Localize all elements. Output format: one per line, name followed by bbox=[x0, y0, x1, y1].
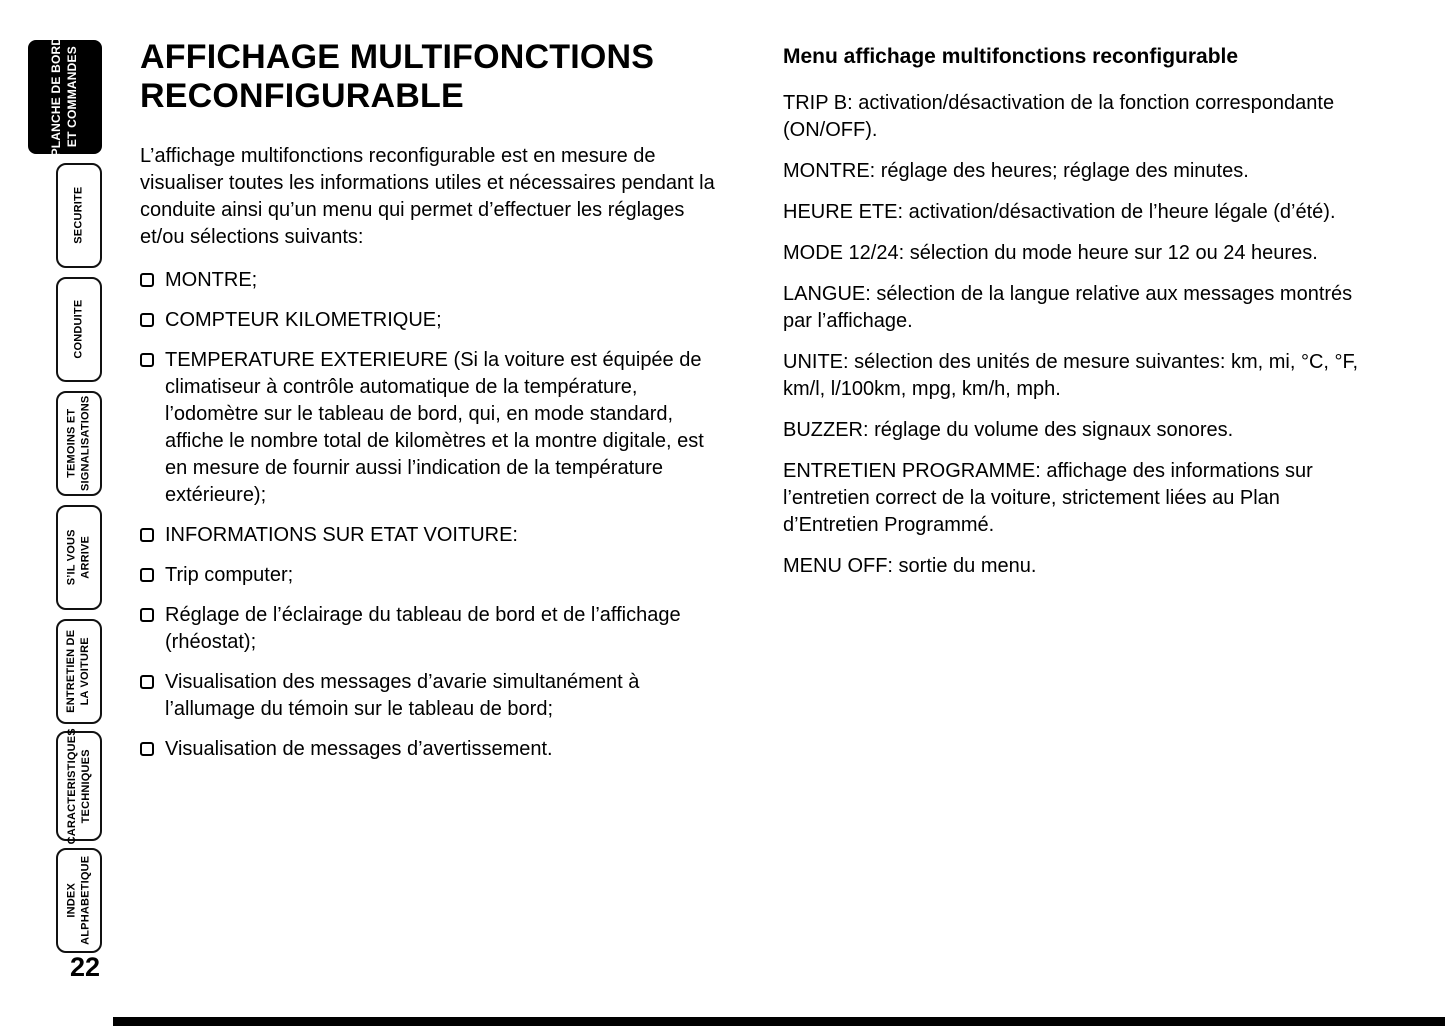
menu-item-buzzer: BUZZER: réglage du volume des signaux sonores. bbox=[783, 419, 1234, 442]
tab-label-line: ET COMMANDES bbox=[65, 46, 80, 148]
square-bullet-icon bbox=[140, 608, 154, 622]
menu-item-mode-12-24: MODE 12/24: sélection du mode heure sur 12 ou 24 heures. bbox=[783, 242, 1318, 265]
page-number: 22 bbox=[70, 952, 101, 982]
tab-label-line: INDEX bbox=[65, 883, 78, 918]
sidebar-tab-index-alphabetique[interactable] bbox=[56, 848, 102, 953]
tab-label-line: ARRIVE bbox=[80, 536, 92, 579]
sidebar-tab-sil-vous-arrive[interactable] bbox=[56, 505, 102, 610]
sidebar-tab-caracteristiques-techniques[interactable] bbox=[56, 727, 102, 845]
sidebar-tab-conduite[interactable] bbox=[56, 277, 102, 382]
menu-heading: Menu affichage multifonctions reconfigurable bbox=[783, 45, 1239, 68]
right-column bbox=[783, 44, 1367, 594]
tab-label-line: CONDUITE bbox=[72, 299, 85, 360]
list-item-text: INFORMATIONS SUR ETAT VOITURE: bbox=[165, 523, 518, 546]
tab-label-line: ALPHABETIQUE bbox=[80, 855, 92, 946]
footer-bar bbox=[113, 1017, 1445, 1026]
sidebar-tab-securite[interactable] bbox=[56, 163, 102, 268]
list-item-text: Visualisation de messages d’avertissement. bbox=[165, 737, 553, 760]
sidebar-tab-label bbox=[72, 187, 86, 244]
menu-item-menu-off: MENU OFF: sortie du menu. bbox=[783, 555, 1037, 578]
list-item-text: MONTRE; bbox=[165, 268, 258, 291]
menu-item-entretien-programme: ENTRETIEN PROGRAMME: affichage des informations sur l’entretien correct de la voiture, strictement liées au Plan d’Entretien Programmé. bbox=[783, 460, 1313, 537]
square-bullet-icon bbox=[140, 568, 154, 582]
list-item-text: TEMPERATURE EXTERIEURE (Si la voiture est équipée de climatiseur à contrôle automatique de la température, l’odomètre sur le tableau de bord, qui, en mode standard, affiche le nombre total de kilomètres et la montre digitale, est en mesure de fournir aussi l’indication de la température extérieure); bbox=[165, 348, 704, 506]
list-item bbox=[140, 267, 718, 294]
tab-label-line: SIGNALISATIONS bbox=[80, 395, 92, 492]
tab-label-line: ENTRETIEN DE bbox=[65, 629, 78, 714]
bullet-list bbox=[140, 267, 718, 763]
left-column bbox=[140, 38, 718, 776]
tab-label-line: SECURITE bbox=[72, 186, 85, 245]
list-item bbox=[140, 602, 718, 656]
tab-label-line: CARACTERISTIQUES bbox=[65, 727, 78, 845]
square-bullet-icon bbox=[140, 528, 154, 542]
sidebar-tab-label bbox=[65, 530, 94, 586]
sidebar-tab-label bbox=[49, 37, 80, 157]
tab-label-line: PLANCHE DE BORD bbox=[49, 37, 64, 157]
list-item-text: Visualisation des messages d’avarie simultanément à l’allumage du témoin sur le tableau de bord; bbox=[165, 670, 640, 720]
sidebar-tab-entretien-de-la-voiture[interactable] bbox=[56, 619, 102, 724]
menu-item-heure-ete: HEURE ETE: activation/désactivation de l’heure légale (d’été). bbox=[783, 201, 1336, 224]
sidebar-tab-label bbox=[65, 728, 94, 844]
square-bullet-icon bbox=[140, 675, 154, 689]
page-title: AFFICHAGE MULTIFONCTIONS RECONFIGURABLE bbox=[140, 38, 655, 116]
menu-item-langue: LANGUE: sélection de la langue relative aux messages montrés par l’affichage. bbox=[783, 283, 1353, 333]
list-item bbox=[140, 562, 718, 589]
list-item bbox=[140, 736, 718, 763]
list-item bbox=[140, 347, 718, 509]
sidebar-tab-label bbox=[65, 856, 94, 945]
tab-label-line: S’IL VOUS bbox=[65, 529, 78, 586]
square-bullet-icon bbox=[140, 353, 154, 367]
tab-label-line: LA VOITURE bbox=[80, 637, 93, 706]
sidebar-tab-label bbox=[65, 396, 94, 492]
list-item bbox=[140, 669, 718, 723]
list-item-text: COMPTEUR KILOMETRIQUE; bbox=[165, 308, 442, 331]
menu-item-trip-b: TRIP B: activation/désactivation de la fonction correspondante (ON/OFF). bbox=[783, 92, 1335, 142]
list-item-text: Trip computer; bbox=[165, 563, 294, 586]
square-bullet-icon bbox=[140, 313, 154, 327]
sidebar-tab-planche-de-bord-et-commandes[interactable] bbox=[28, 37, 102, 157]
sidebar-tab-temoins-et-signalisations[interactable] bbox=[56, 391, 102, 496]
square-bullet-icon bbox=[140, 742, 154, 756]
square-bullet-icon bbox=[140, 273, 154, 287]
list-item bbox=[140, 522, 718, 549]
list-item-text: Réglage de l’éclairage du tableau de bord et de l’affichage (rhéostat); bbox=[165, 603, 681, 653]
menu-item-montre: MONTRE: réglage des heures; réglage des minutes. bbox=[783, 160, 1249, 183]
list-item bbox=[140, 307, 718, 334]
sidebar-tab-label bbox=[72, 300, 86, 359]
sidebar-tab-label bbox=[65, 630, 94, 713]
tab-label-line: TEMOINS ET bbox=[65, 408, 78, 479]
tab-label-line: TECHNIQUES bbox=[80, 748, 93, 824]
intro-paragraph: L’affichage multifonctions reconfigurable est en mesure de visualiser toutes les informations utiles et nécessaires pendant la conduite ainsi qu’un menu qui permet d’effectuer les réglages et/ou sélections suivants: bbox=[140, 144, 715, 248]
menu-item-unite: UNITE: sélection des unités de mesure suivantes: km, mi, °C, °F, km/l, l/100km, mpg, km/h, mph. bbox=[783, 351, 1359, 401]
